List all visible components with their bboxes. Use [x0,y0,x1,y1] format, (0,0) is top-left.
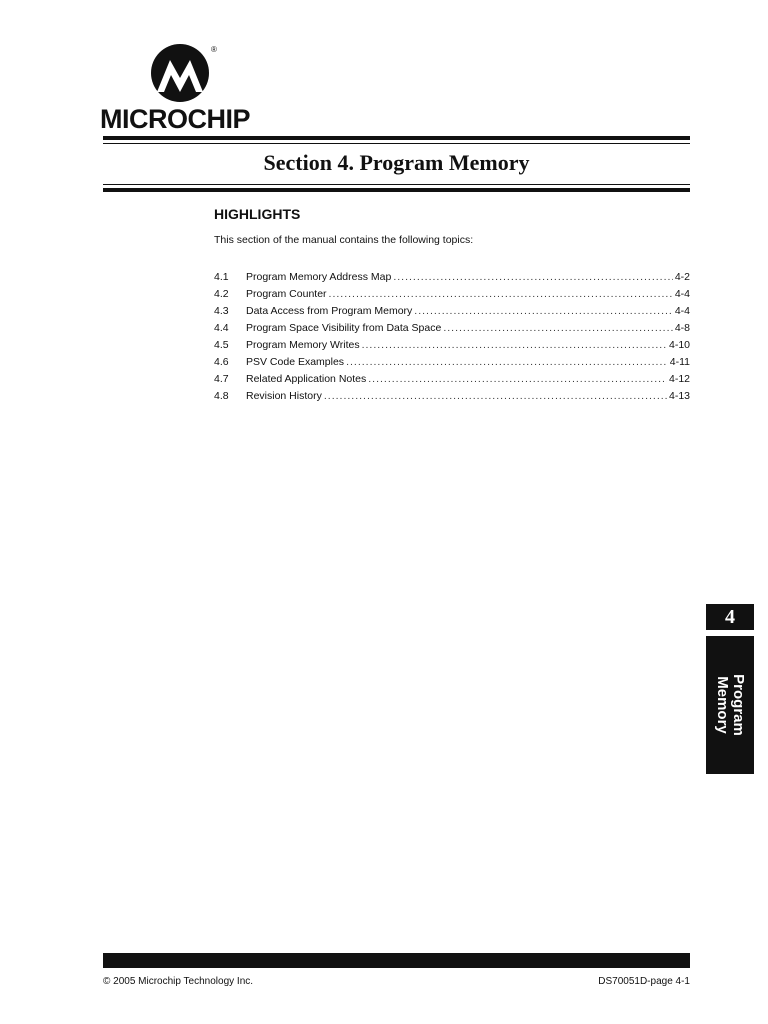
toc-leader-dots [414,305,673,317]
logo-wordmark: MICROCHIP [100,104,250,134]
toc-item-4-4[interactable] [214,322,690,339]
side-tab-line-2: Memory [714,676,731,734]
toc-label[interactable]: Program Memory Writes [246,339,360,351]
toc-number: 4.7 [214,373,229,385]
toc-item-4-2[interactable] [214,288,690,305]
toc-label[interactable]: Program Memory Address Map [246,271,392,283]
toc-number: 4.4 [214,322,229,334]
toc-item-4-3[interactable] [214,305,690,322]
registered-mark: ® [211,45,217,54]
highlights-heading: HIGHLIGHTS [214,206,301,222]
toc-label[interactable]: Program Space Visibility from Data Space [246,322,442,334]
toc-page[interactable]: 4-4 [674,305,690,317]
toc-leader-dots [368,373,667,385]
toc-item-4-8[interactable] [214,390,690,407]
toc-label[interactable]: Related Application Notes [246,373,367,385]
toc-number: 4.8 [214,390,229,402]
toc-page[interactable]: 4-10 [668,339,690,351]
side-tab-line-1: Program [730,674,747,736]
toc-leader-dots [346,356,668,368]
toc-number: 4.1 [214,271,229,283]
toc-label[interactable]: Data Access from Program Memory [246,305,413,317]
toc-number: 4.2 [214,288,229,300]
toc-leader-dots [393,271,673,283]
side-tab-label [714,674,746,736]
side-tab-number: 4 [706,604,754,630]
footer-page-ref: DS70051D-page 4-1 [598,976,690,987]
microchip-logo [100,42,270,134]
toc-item-4-6[interactable] [214,356,690,373]
toc-page[interactable]: 4-13 [668,390,690,402]
toc-leader-dots [443,322,673,334]
footer-copyright: © 2005 Microchip Technology Inc. [103,976,254,987]
toc-page[interactable]: 4-11 [669,356,690,368]
highlights-intro: This section of the manual contains the following topics: [214,234,474,246]
side-tab [706,636,754,774]
footer-bar [103,953,690,968]
toc-leader-dots [362,339,667,351]
title-bottom-rule-thin [103,184,690,185]
toc-leader-dots [329,288,673,300]
title-bottom-rule [103,188,690,192]
toc-item-4-7[interactable] [214,373,690,390]
toc-label[interactable]: Program Counter [246,288,327,300]
microchip-logo-icon [100,42,270,102]
toc-leader-dots [324,390,667,402]
toc-number: 4.6 [214,356,229,368]
toc-label[interactable]: PSV Code Examples [246,356,345,368]
table-of-contents [214,271,690,407]
toc-page[interactable]: 4-8 [674,322,690,334]
toc-page[interactable]: 4-12 [668,373,690,385]
toc-number: 4.3 [214,305,229,317]
section-title: Section 4. Program Memory [263,150,530,175]
toc-item-4-1[interactable] [214,271,690,288]
toc-page[interactable]: 4-4 [674,288,690,300]
toc-label[interactable]: Revision History [246,390,322,402]
title-top-rule [103,136,690,140]
title-top-rule-thin [103,143,690,144]
toc-page[interactable]: 4-2 [674,271,690,283]
toc-item-4-5[interactable] [214,339,690,356]
toc-number: 4.5 [214,339,229,351]
